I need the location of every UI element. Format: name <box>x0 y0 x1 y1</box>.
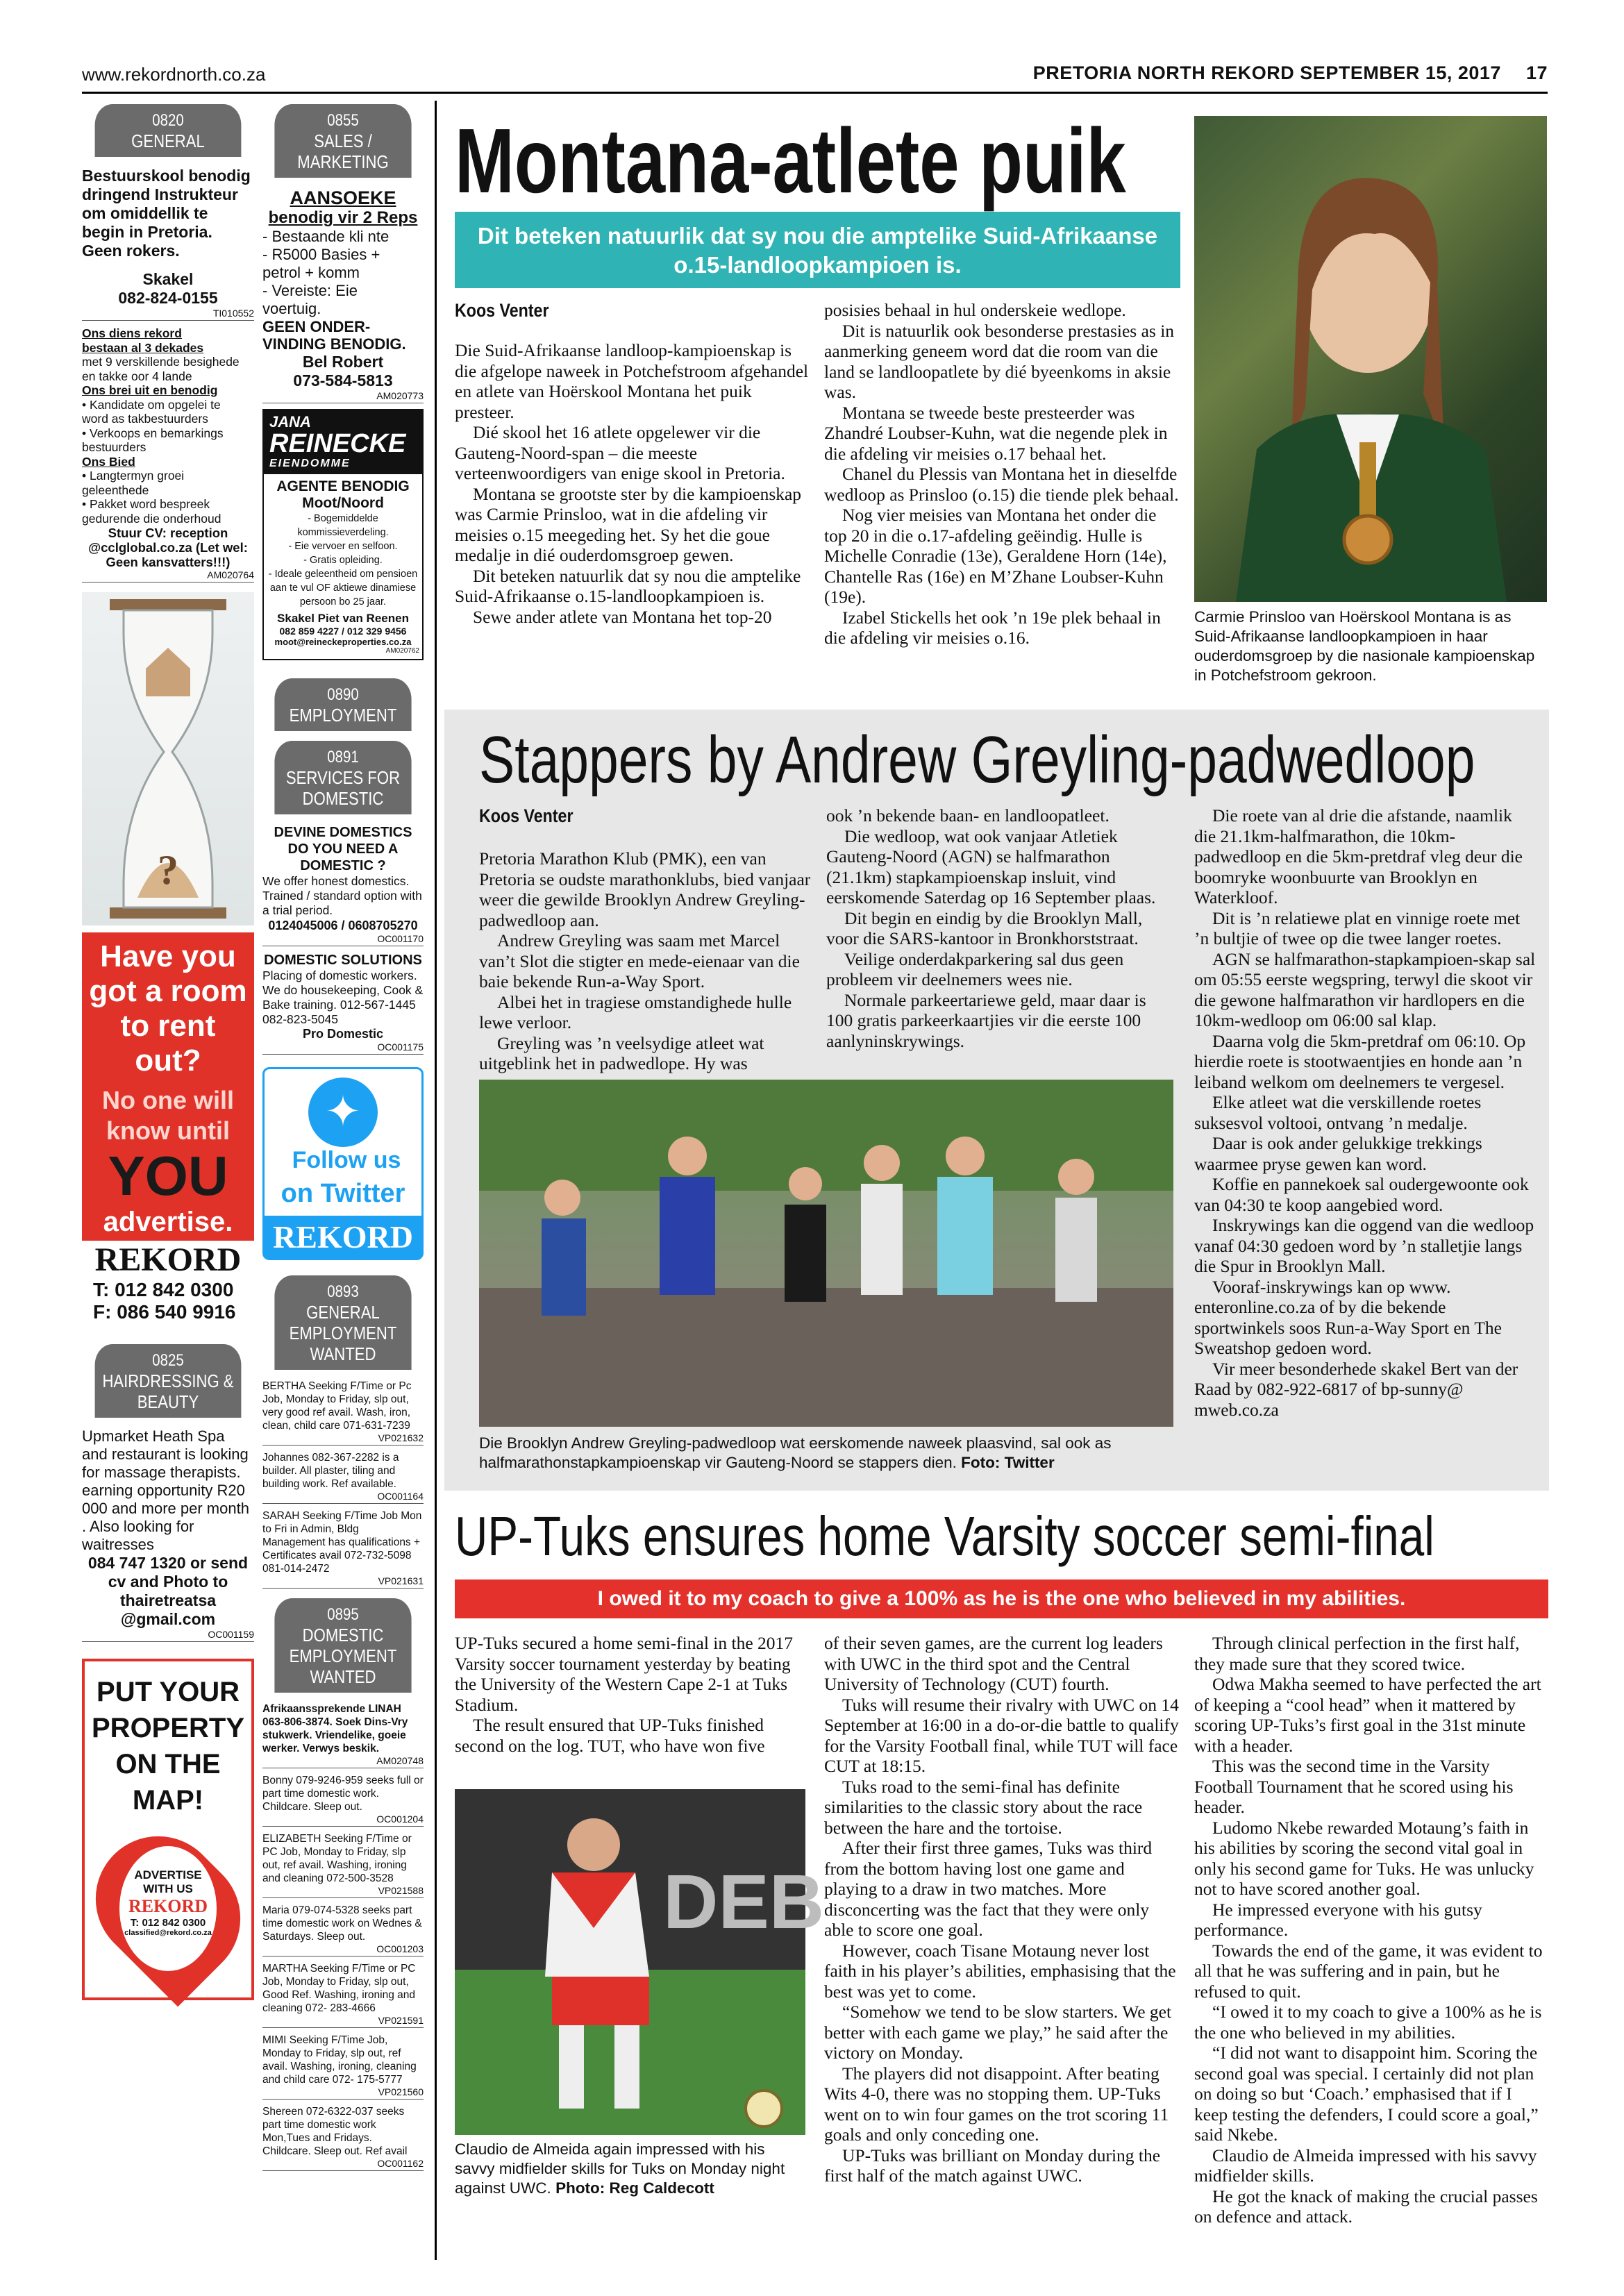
paragraph: Greyling was ’n veelsydige atleet wat uitgeblink het in padwedlope. Hy was <box>479 1032 764 1073</box>
site-url[interactable]: www.rekordnorth.co.za <box>82 64 266 85</box>
ad-text: MARTHA Seeking F/Time or PC Job, Monday to Friday, slp out, Good Ref. Washing, ironing and cleaning 072- 283-4666 <box>262 1963 416 2014</box>
ad-text: Bonny 079-9246-959 seeks full or part time domestic work. Childcare. Sleep out. <box>262 1775 424 1813</box>
ad-question: Have you got a room to rent out? <box>89 939 247 1078</box>
ad-contact: Stuur CV: reception @cclglobal.co.za (Let wel: Geen kansvatters!!!) <box>88 526 248 569</box>
general-wanted-ads <box>262 1380 424 1589</box>
category-title: GENERAL EMPLOYMENT WANTED <box>289 1302 397 1364</box>
svg-text:?: ? <box>158 847 178 893</box>
article1-column-2 <box>824 300 1180 648</box>
ad-phone: 0124045006 / 0608705270 <box>268 919 418 932</box>
ad-code: OC001164 <box>262 1491 424 1504</box>
caption-credit: Photo: Reg Caldecott <box>555 2179 714 2197</box>
ad-line: met 9 verskillende besighede <box>82 355 240 369</box>
article1-deck: Dit beteken natuurlik dat sy nou die amptelike Suid-Afrikaanse o.15-landloopkampioen is. <box>455 212 1180 288</box>
category-title: DOMESTIC EMPLOYMENT WANTED <box>289 1625 397 1687</box>
paragraph: Dit is ’n relatiewe plat en vinnige roete met ’n bultjie of twee op die twee langer roetes. <box>1194 907 1521 948</box>
twitter-bird-icon: ✦ <box>308 1078 378 1147</box>
paragraph: However, coach Tisane Motaung never lost faith in his player’s abilities, emphasising that the best was yet to come. <box>824 1940 1176 2002</box>
paragraph: Normale parkeertariewe geld, maar daar is 100 gratis parkeerkaartjies vir die eerste 100 aanlyninskrywings. <box>826 989 1146 1051</box>
ad-line: - Bestaande kli nte <box>262 228 390 245</box>
classified-ad <box>262 2034 424 2100</box>
article2-headline[interactable]: Stappers by Andrew Greyling-padwedloop <box>479 723 1475 797</box>
paragraph: Daar is ook ander gelukkige trekkings waarmee pryse gewen kan word. <box>1194 1133 1482 1174</box>
twitter-follow-ad[interactable] <box>262 1067 424 1260</box>
ad-code: VP021588 <box>262 1885 424 1898</box>
paragraph: “I owed it to my coach to give a 100% as he is the one who believed in my abilities. <box>1194 2002 1542 2043</box>
paragraph: Dit is natuurlik ook besonderse prestasies as in aanmerking geneem word dat die room van die land se landloopatlete by dié byeenkoms in aksie was. <box>824 320 1175 402</box>
pin-text: ADVERTISE WITH US <box>134 1868 202 1895</box>
paragraph: posisies behaal in hul onderskeie wedlope. <box>824 300 1126 320</box>
svg-text:DEB: DEB <box>663 1859 825 1945</box>
article2-byline: Koos Venter <box>479 805 574 826</box>
paragraph: The players did not disappoint. After beating Wits 4-0, there was no stopping them. UP-Tuks went on to win four games on the trot scoring 11 goals and only conceding one. <box>824 2063 1169 2145</box>
paragraph: Tuks road to the semi-final has definite similarities to the classic story about the race between the hare and the tortoise. <box>824 1776 1143 1838</box>
paragraph: The result ensured that UP-Tuks finished second on the log. TUT, who have won five <box>455 1715 765 1756</box>
article1-column-1 <box>455 340 809 627</box>
ad-line: - Vereiste: Eie <box>262 282 358 299</box>
ad-spa <box>82 1427 254 1642</box>
paragraph: ook ’n bekende baan- en landloopatleet. <box>826 805 1110 826</box>
logo-line: JANA <box>269 413 311 430</box>
ad-line: en takke oor 4 lande <box>82 369 192 383</box>
paragraph: Sewe ander atlete van Montana het top-20 <box>473 606 772 627</box>
paragraph: Claudio de Almeida impressed with his savvy midfielder skills. <box>1194 2145 1537 2186</box>
ad-line: gedurende die onderhoud <box>82 511 221 526</box>
paragraph: Nog vier meisies van Montana het onder die top 20 in die o.17-afdeling geëindig. Hulle is Michelle Conradie (13e), Geraldene Horn (14e), Chantelle Ras (16e) en M’Zhane Loubser-Kuhn (19e). <box>824 505 1167 607</box>
paragraph: Die roete van al drie die afstande, naamlik die 21.1km-halfmarathon, die 10km-padwedloop en die 5km-pretdraf vleg deur die boomryke woonbuurte van Brooklyn en Waterkloof. <box>1194 805 1523 907</box>
rent-room-ad[interactable] <box>82 932 254 1329</box>
ad-line: • Pakket word bespreek <box>82 497 210 511</box>
paragraph: He got the knack of making the crucial passes on defence and attack. <box>1194 2186 1538 2227</box>
paragraph: AGN se halfmarathon-stapkampioen-skap sal om 05:55 eerste wegspring, terwyl die skoot vir die gewone halfmarathon vir hardlopers en die 10km-wedloop om 06:00 sal klap. <box>1194 948 1536 1030</box>
ad-devine-domestics <box>262 824 424 946</box>
category-number: 0891 <box>327 748 359 766</box>
classified-ad <box>262 1702 424 1768</box>
ad-code: VP021560 <box>262 2086 424 2100</box>
ad-code: AM020748 <box>262 1755 424 1768</box>
article2-column-3 <box>1194 805 1538 1420</box>
category-title: GENERAL <box>131 131 205 151</box>
ad-text: Placing of domestic workers. We do housekeeping, Cook & Bake training. 012-567-1445 082-823-5045 <box>262 969 424 1026</box>
ad-text: Afrikaanssprekende LINAH 063-806-3874. Soek Dins-Vry stukwerk. Vriendelike, goeie werker. Verwys beskik. <box>262 1703 408 1754</box>
ad-telephone: T: 012 842 0300 <box>93 1279 234 1300</box>
article2-photo[interactable] <box>479 1080 1173 1427</box>
classified-ad <box>262 1962 424 2028</box>
paragraph: UP-Tuks was brilliant on Monday during the first half of the match against UWC. <box>824 2145 1161 2186</box>
pin-telephone: T: 012 842 0300 <box>130 1917 206 1929</box>
classified-ad <box>262 1451 424 1504</box>
article1-byline: Koos Venter <box>455 300 549 321</box>
category-number: 0825 <box>152 1351 184 1370</box>
paragraph: “Somehow we tend to be slow starters. We get better with each game we play,” he said after the victory on Monday. <box>824 2002 1172 2063</box>
ad-line: - Ideale geleentheid om pensioen aan te vul OF aktiewe dinamiese persoon bo 25 jaar. <box>268 569 418 607</box>
ad-code: OC001170 <box>262 933 424 946</box>
paragraph: Odwa Makha seemed to have perfected the art of keeping a “cool head” when it mattered by scoring UP-Tuks’s first goal in the 31st minute with a header. <box>1194 1674 1541 1756</box>
ad-advertise: advertise. <box>103 1207 233 1237</box>
ad-you: YOU <box>108 1145 228 1207</box>
ad-line: voertuig. <box>262 300 321 317</box>
ad-text: Maria 079-074-5328 seeks part time domestic work on Wednes & Saturdays. Sleep out. <box>262 1904 422 1943</box>
ad-headline: PUT YOUR PROPERTY ON THE MAP! <box>92 1677 245 1816</box>
ad-phone: 082 859 4227 / 012 329 9456 <box>279 626 407 637</box>
article3-caption <box>455 2140 805 2198</box>
ad-code: OC001204 <box>262 1813 424 1827</box>
property-map-ad[interactable] <box>82 1659 254 2000</box>
ad-line: - Gratis opleiding. <box>303 555 383 566</box>
ad-contact-label: Skakel <box>142 270 194 288</box>
ad-heading: DOMESTIC SOLUTIONS <box>264 953 422 968</box>
ad-code: OC001203 <box>262 1943 424 1956</box>
article1-caption: Carmie Prinsloo van Hoërskool Montana is as Suid-Afrikaanse landloopkampioen in haar ouderdomsgroep by die nasionale kampioenskap in Potchefstroom gekroon. <box>1194 608 1535 684</box>
category-number: 0893 <box>327 1282 359 1301</box>
paragraph: Koffie en pannekoek sal oudergewoonte ook van 04:30 te koop aangebied word. <box>1194 1174 1529 1215</box>
soccer-player-image <box>455 1789 825 2135</box>
article2-column-1 <box>479 848 812 1074</box>
caption-text: Claudio de Almeida again impressed with his savvy midfielder skills for Tuks on Monday night against UWC. <box>455 2140 785 2197</box>
ad-sales-recruitment <box>82 326 254 526</box>
ad-line: bestuurders <box>82 440 147 454</box>
article3-deck: I owed it to my coach to give a 100% as he is the one who believed in my abilities. <box>455 1579 1548 1618</box>
category-header-domestic <box>274 741 411 814</box>
ad-code: OC001159 <box>82 1629 254 1642</box>
page-number: 17 <box>1525 62 1548 83</box>
ad-domestic-solutions <box>262 952 424 1055</box>
classified-ad <box>262 1904 424 1956</box>
classified-ad <box>262 1509 424 1589</box>
rekord-logo: REKORD <box>128 1896 208 1916</box>
ad-line: word as takbestuurders <box>82 412 208 426</box>
ad-line: • Kandidate om opgelei te <box>82 397 221 412</box>
paragraph: Izabel Stickells het ook ’n 19e plek behaal in die afdeling vir meisies o.16. <box>824 607 1161 648</box>
paragraph: Dit begin en eindig by die Brooklyn Mall, voor die SARS-kantoor in Bronkhorststraat. <box>826 907 1143 948</box>
rekord-logo: REKORD <box>265 1216 421 1258</box>
paragraph: “I did not want to disappoint him. Scoring the second goal was special. I certainly did not plan on doing so but ‘Coach.’ emphasised that if I keep testing the defenders, I could score a goal,” said Nkebe. <box>1194 2043 1539 2145</box>
article3-photo[interactable] <box>455 1789 825 2135</box>
classifieds-column-a <box>82 104 254 2254</box>
paragraph: Die wedloop, wat ook vanjaar Atletiek Gauteng-Noord (AGN) se halfmarathon (21.1km) stapkampioenskap insluit, vind eerskomende Saterdag op 16 September plaas. <box>826 826 1156 907</box>
article3-column-1 <box>455 1633 805 1756</box>
paragraph: Vooraf-inskrywings kan op www. enteronline.co.za of by die bekende sportwinkels soos Run-a-Way Sport en The Sweatshop gedoen word. <box>1194 1276 1502 1358</box>
classified-ad <box>262 2105 424 2171</box>
ad-email: moot@reineckeproperties.co.za <box>274 637 412 647</box>
ad-code: AM020764 <box>82 569 254 583</box>
ad-signature: Pro Domestic <box>302 1027 384 1041</box>
ad-line: - Bogemiddelde kommissieverdeling. <box>297 513 389 538</box>
paragraph: UP-Tuks secured a home semi-final in the 2017 Varsity soccer tournament yesterday by beating the University of the Western Cape 2-1 at Tuks Stadium. <box>455 1633 794 1715</box>
paragraph: Pretoria Marathon Klub (PMK), een van Pretoria se oudste marathonklubs, bied vanjaar weer die gewilde Brooklyn Andrew Greyling-padwedloop aan. <box>479 848 811 930</box>
paragraph: Dit beteken natuurlik dat sy nou die amptelike Suid-Afrikaanse o.15-landloopkampioen is. <box>455 565 801 606</box>
paragraph: of their seven games, are the current log leaders with UWC in the third spot and the Central University of Technology (CUT) fourth. <box>824 1633 1163 1694</box>
ad-line: Ons brei uit en benodig <box>82 383 218 397</box>
ad-lines <box>262 228 424 318</box>
top-rule <box>82 92 1548 94</box>
ad-line: • Verkoops en bemarkings <box>82 426 224 440</box>
ad-text: MIMI Seeking F/Time Job, Monday to Friday, slp out, ref avail. Washing, ironing, cleaning and child care 072- 175-5777 <box>262 2034 417 2086</box>
ad-code: VP021632 <box>262 1432 424 1446</box>
ad-phone: 082-824-0155 <box>118 289 218 307</box>
paragraph: Elke atleet wat die verskillende roetes suksesvol voltooi, ontvang ’n medalje. <box>1194 1092 1482 1133</box>
category-header-employment <box>274 678 411 731</box>
ad-code: AM020773 <box>262 390 424 403</box>
ad-reps-wanted <box>262 187 424 403</box>
category-header-sales <box>274 104 411 178</box>
paragraph: This was the second time in the Varsity Football Tournament that he scored using his header. <box>1194 1756 1514 1817</box>
ad-fax: F: 086 540 9916 <box>93 1301 236 1323</box>
category-title: SALES / MARKETING <box>297 131 389 172</box>
on-twitter-text: on Twitter <box>281 1179 405 1208</box>
ad-code: OC001175 <box>262 1041 424 1055</box>
caption-text: Die Brooklyn Andrew Greyling-padwedloop wat eerskomende naweek plaasvind, sal ook as halfmarathonstapkampioenskap vir Gauteng-Noord se stappers dien. <box>479 1434 1112 1471</box>
hourglass-image <box>82 592 254 925</box>
ad-driving-school <box>82 167 254 321</box>
ad-code: OC001162 <box>262 2158 424 2171</box>
ad-text: SARAH Seeking F/Time Job Mon to Fri in Admin, Bldg Management has qualifications + Certificates avail 072-732-5098 081-014-2472 <box>262 1510 422 1575</box>
ad-subheading: benodig vir 2 Reps <box>268 208 418 227</box>
paragraph: Tuks will resume their rivalry with UWC on 14 September at 16:00 in a do-or-die battle to qualify for the Varsity Football final, while TUT will face CUT at 18:15. <box>824 1694 1179 1776</box>
ad-heading: DEVINE DOMESTICS DO YOU NEED A DOMESTIC ? <box>274 825 412 873</box>
ad-heading: AANSOEKE <box>290 187 396 208</box>
map-pin-icon <box>70 1811 267 2007</box>
category-number: 0895 <box>327 1605 359 1624</box>
reinecke-logo <box>264 410 422 474</box>
ad-code: VP021631 <box>262 1575 424 1589</box>
ad-contact: Skakel Piet van Reenen <box>277 612 409 625</box>
ad-line: bestaan al 3 dekades <box>82 340 204 355</box>
category-title: SERVICES FOR DOMESTIC <box>285 767 401 809</box>
runners-photo-image <box>479 1080 1173 1427</box>
category-number: 0855 <box>327 111 359 130</box>
article3-column-2 <box>824 1633 1180 2186</box>
paragraph: Towards the end of the game, it was evident to all that he was suffering and in pain, but he refused to quit. <box>1194 1940 1543 2002</box>
classified-ad <box>262 1380 424 1446</box>
paragraph: Vir meer besonderhede skakel Bert van der Raad by 082-922-6817 of bp-sunny@ mweb.co.za <box>1194 1358 1518 1420</box>
category-header-general <box>95 104 242 157</box>
ad-line: No one will know until <box>101 1086 234 1145</box>
rekord-logo: REKORD <box>82 1241 254 1279</box>
athlete-portrait-image <box>1194 116 1547 602</box>
caption-credit: Foto: Twitter <box>961 1454 1055 1471</box>
hourglass-icon <box>82 592 254 925</box>
column-divider <box>435 101 437 2260</box>
ad-phone: 073-584-5813 <box>293 371 393 389</box>
logo-line: REINECKE <box>269 429 406 458</box>
paragraph: Inskrywings kan die oggend van die wedloop vanaf 04:30 gedoen word by ’n stalletjie langs die Spur in Brooklyn Mall. <box>1194 1215 1534 1276</box>
ad-line: petrol + komm <box>262 264 360 281</box>
ad-code: TI010552 <box>82 308 254 321</box>
ad-text: Bestuurskool benodig dringend Instrukteur om omiddellik te begin in Pretoria. Geen rokers. <box>82 167 251 260</box>
paragraph: Daarna volg die 5km-pretdraf om 06:10. Op hierdie roete is stootwaentjies en honde aan ’n leiband welkom om deelnemers te vergesel. <box>1194 1030 1526 1092</box>
ad-text: ELIZABETH Seeking F/Time or PC Job, Monday to Friday, slp out, ref avail. Washing, ironing and cleaning 072-500-3528 <box>262 1833 412 1884</box>
ad-line: geleenthede <box>82 483 149 497</box>
ad-code: AM020762 <box>385 647 419 655</box>
ad-text: Johannes 082-367-2282 is a builder. All plaster, tiling and building work. Ref available. <box>262 1452 399 1490</box>
paragraph: Ludomo Nkebe rewarded Motaung’s faith in his abilities by scoring the second vital goal in only his second game for Tuks. He was unlucky not to have scored another goal. <box>1194 1817 1534 1899</box>
article2-caption <box>479 1434 1177 1473</box>
article1-photo[interactable] <box>1194 116 1547 602</box>
paragraph: Albei het in tragiese omstandighede hulle lewe verloor. <box>479 991 792 1032</box>
reinecke-ad[interactable] <box>262 409 424 660</box>
classifieds-column-b <box>262 104 424 2254</box>
paragraph: Montana se grootste ster by die kampioenskap was Carmie Prinsloo, wat in die afdeling vir meisies o.15 meegeding het. Sy het die goue medalje in dié ouderdomsgroep gewen. <box>455 483 802 565</box>
ad-text: Shereen 072-6322-037 seeks part time domestic work Mon,Tues and Fridays. Childcare. Sleep out. Ref avail <box>262 2106 408 2157</box>
ad-code: VP021591 <box>262 2015 424 2028</box>
paragraph: After their first three games, Tuks was third from the bottom having lost one game and playing to a draw in two matches. More disconcerting was the fact that they were only able to score one goal. <box>824 1838 1153 1940</box>
article2-column-2 <box>826 805 1173 1051</box>
publication-date: PRETORIA NORTH REKORD SEPTEMBER 15, 2017 <box>1032 62 1501 83</box>
category-header-general-wanted <box>274 1275 411 1370</box>
ad-heading: AGENTE BENODIG Moot/Noord <box>276 478 410 511</box>
paragraph: He impressed everyone with his gutsy performance. <box>1194 1899 1482 1940</box>
ad-text: BERTHA Seeking F/Time or Pc Job, Monday to Friday, slp out, very good ref avail. Wash, iron, clean, child care 071-631-7239 <box>262 1380 412 1432</box>
page-header <box>1033 62 1548 84</box>
ad-line: • Langtermyn groei <box>82 469 185 483</box>
logo-line: EIENDOMME <box>269 458 351 469</box>
ad-text: We offer honest domestics. Trained / standard option with a trial period. <box>262 874 422 917</box>
paragraph: Andrew Greyling was saam met Marcel van’t Slot die stigter en mede-eienaar van die baie bekende Run-a-Way Sport. <box>479 930 800 991</box>
paragraph: Through clinical perfection in the first half, they made sure that they scored twice. <box>1194 1633 1520 1674</box>
ad-bold-text: GEEN ONDER- VINDING BENODIG. <box>262 318 406 353</box>
category-number: 0890 <box>327 685 359 704</box>
ad-contact: Bel Robert <box>302 353 384 371</box>
classified-ad <box>262 1774 424 1827</box>
category-header-domestic-wanted <box>274 1598 411 1693</box>
paragraph: Chanel du Plessis van Montana het in dieselfde wedloop as Prinsloo (o.15) die tiende plek behaal. <box>824 464 1179 505</box>
paragraph: Die Suid-Afrikaanse landloop-kampioenskap is die afgelope naweek in Potchefstroom afgehandel en atlete van Hoërskool Montana het puik presteer. <box>455 340 809 422</box>
ad-line: Ons diens rekord <box>82 326 182 340</box>
ad-line: - Eie vervoer en selfoon. <box>288 541 398 552</box>
category-header-hairdressing <box>95 1344 242 1418</box>
ad-line: - R5000 Basies + <box>262 246 380 263</box>
ad-text: Upmarket Heath Spa and restaurant is looking for massage therapists. earning opportunity R20 000 and more per month . Also looking for waitresses <box>82 1427 249 1553</box>
ad-contact: 084 747 1320 or send cv and Photo to thairetreatsa @gmail.com <box>87 1554 249 1628</box>
category-title: EMPLOYMENT <box>289 705 397 726</box>
ad-line: Ons Bied <box>82 454 135 469</box>
category-number: 0820 <box>152 111 184 130</box>
domestic-wanted-ads <box>262 1702 424 2171</box>
article3-headline[interactable]: UP-Tuks ensures home Varsity soccer semi-final <box>455 1505 1434 1567</box>
ad-lines <box>267 512 419 609</box>
article1-headline[interactable]: Montana-atlete puik <box>455 110 1126 212</box>
classified-ad <box>262 1832 424 1898</box>
category-title: HAIRDRESSING & BEAUTY <box>102 1371 234 1412</box>
paragraph: Montana se tweede beste presteerder was Zhandré Loubser-Kuhn, wat die negende plek in die afdeling vir meisies o.17 behaal het. <box>824 402 1168 464</box>
follow-text: Follow us <box>292 1147 401 1173</box>
paragraph: Dié skool het 16 atlete opgelewer vir die Gauteng-Noord-span – die meeste verteenwoordigers van enige skool in Pretoria. <box>455 422 785 483</box>
paragraph: Veilige onderdakparkering sal dus geen probleem vir deelnemers wees nie. <box>826 948 1124 989</box>
article3-column-3 <box>1194 1633 1548 2227</box>
pin-email: classified@rekord.co.za <box>124 1929 212 1937</box>
